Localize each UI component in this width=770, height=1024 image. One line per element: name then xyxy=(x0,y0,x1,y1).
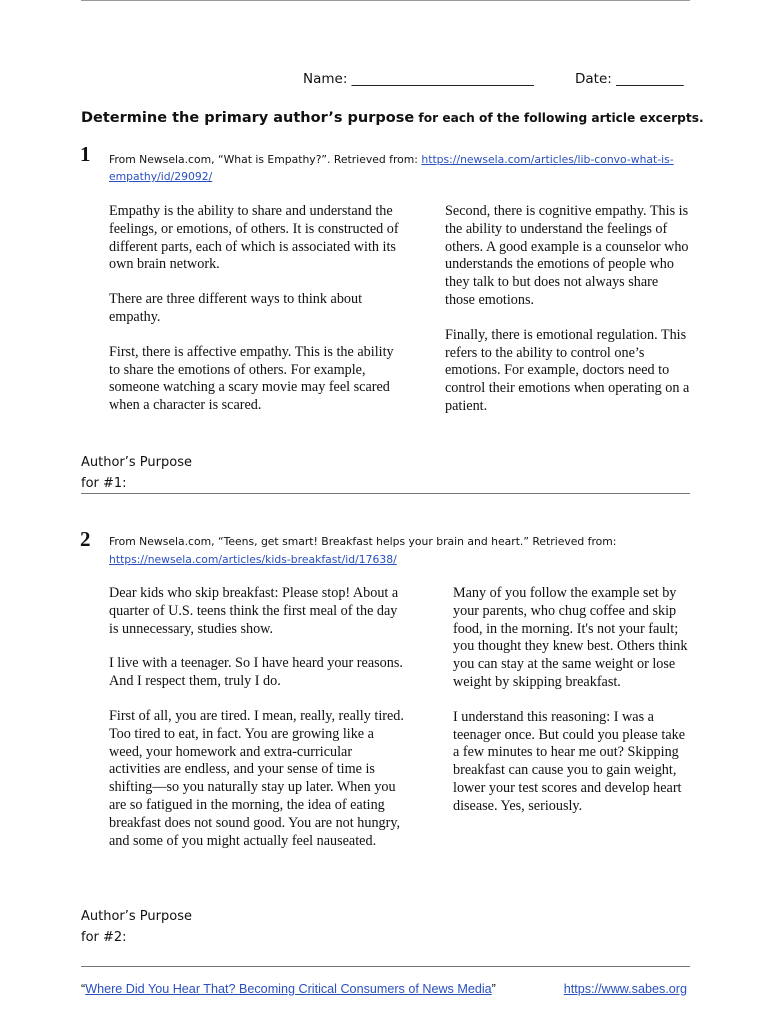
source-link[interactable]: https://newsela.com/articles/kids-breakfast/id/17638/ xyxy=(109,552,397,566)
source-text: From Newsela.com, “What is Empathy?”. Retrieved from: xyxy=(109,153,422,166)
footer-rule xyxy=(81,966,690,967)
purpose-line: for #1: xyxy=(81,476,127,491)
paragraph: Second, there is cognitive empathy. This is the ability to understand the feelings of others. A good example is a counselor who understands the emotions of people who they talk to but does not always share those emotions. xyxy=(445,203,689,308)
footer-title-link[interactable]: Where Did You Hear That? Becoming Critical Consumers of News Media xyxy=(85,982,492,996)
footer-site xyxy=(564,982,687,996)
excerpt-number: 1 xyxy=(80,142,91,166)
instruction-bold: Determine the primary author’s purpose xyxy=(81,110,415,126)
excerpt-left-column xyxy=(109,585,404,867)
paragraph: Finally, there is emotional regulation. This refers to the ability to control one’s emotions. For example, doctors need to control their emotions when operating on a patient. xyxy=(445,326,690,414)
footer-open-quote: “ xyxy=(81,982,86,996)
paragraph: There are three different ways to think about empathy. xyxy=(109,291,363,325)
source-text: From Newsela.com, “Teens, get smart! Breakfast helps your brain and heart.” Retrieved from: xyxy=(109,535,617,548)
paragraph: Empathy is the ability to share and understand the feelings, or emotions, of others. It is constructed of different parts, each of which is associated with its own brain network. xyxy=(109,203,399,273)
author-purpose-label xyxy=(81,452,192,494)
excerpt-number: 2 xyxy=(80,527,91,551)
purpose-line: Author’s Purpose xyxy=(81,455,192,470)
excerpt-right-column xyxy=(445,203,690,433)
excerpt-right-column xyxy=(453,585,693,833)
paragraph: I understand this reasoning: I was a teenager once. But could you please take a few minutes to hear me out? Skipping breakfast can cause you to gain weight, lower your test scores and develop heart disease. Yes, seriously. xyxy=(453,708,686,814)
source-link[interactable]: https://newsela.com/articles/lib-convo-what-is-empathy/id/29092/ xyxy=(109,153,674,183)
name-field[interactable] xyxy=(303,71,534,87)
paragraph: I live with a teenager. So I have heard your reasons. And I respect them, truly I do. xyxy=(109,655,403,690)
name-label: Name: ___________________________ xyxy=(303,71,534,87)
paragraph: First, there is affective empathy. This is the ability to share the emotions of others. For example, someone watching a scary movie may feel scared when a character is scared. xyxy=(109,343,394,414)
paragraph: First of all, you are tired. I mean, really, really tired. Too tired to eat, in fact. You are growing like a weed, your homework and extra-curricular activities are endless, and your sense of time is shifting—so you naturally stay up later. When you are so fatigued in the morning, the idea of eating breakfast does not sound good. You are not hungry, and some of you might actually feel nauseated. xyxy=(109,707,404,849)
footer-close-quote: ” xyxy=(491,982,496,996)
footer-site-link[interactable]: https://www.sabes.org xyxy=(563,982,687,996)
excerpt-left-column xyxy=(109,203,404,432)
instruction-rest: for each of the following article excerpts. xyxy=(414,111,704,125)
top-rule xyxy=(81,0,690,1)
paragraph: Many of you follow the example set by your parents, who chug coffee and skip food, in the morning. It's not your fault; you thought they knew best. Others think you can stay at the same weight or lose weight by skipping breakfast. xyxy=(453,585,688,690)
excerpt-source xyxy=(109,533,654,568)
purpose-line: Author’s Purpose xyxy=(81,909,192,924)
purpose-line: for #2: xyxy=(81,930,127,945)
paragraph: Dear kids who skip breakfast: Please stop! About a quarter of U.S. teens think the first meal of the day is unnecessary, studies show. xyxy=(109,585,399,637)
answer-line[interactable] xyxy=(81,493,690,494)
excerpt-source xyxy=(109,151,679,185)
date-label: Date: __________ xyxy=(575,71,684,87)
footer-title xyxy=(81,982,496,996)
date-field[interactable] xyxy=(575,71,684,87)
instruction xyxy=(81,107,704,126)
author-purpose-label xyxy=(81,906,192,948)
